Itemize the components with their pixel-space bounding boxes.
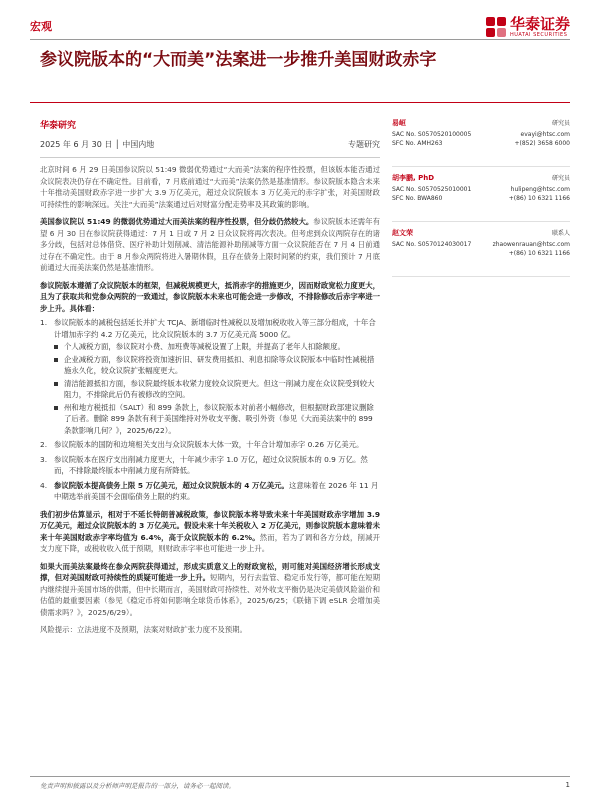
category-tag: 宏观 [30, 20, 52, 33]
analyst-sac: SAC No. S0570520100005 [392, 131, 472, 138]
list-item: 4. 参议院版本提高债务上限 5 万亿美元，超过众议院版本的 4 万亿美元。这意味着在 2026 年 11 月中期选举前美国不会面临债务上限的约束。 [40, 480, 379, 501]
paragraph-3-lead: 我们初步估算显示，相对于不延长特朗普减税政策，参议院版本将导致未来十年美国财政赤字增加 3.9 万亿美元，超过众议院版本的 3 万亿美元。假设未来十年关税收入 2 万亿美元，则参议院版本意味着未来十年美国财政赤字率均值为 6.4%，高于众议院版本的 6.2%。 [40, 509, 380, 542]
analyst-sac: SAC No. S0570124030017 [392, 241, 472, 248]
analyst-email[interactable]: hulipeng@htsc.com [510, 186, 570, 193]
list-item-text: 这意味着在 2026 年 11 月中期选举前美国不会面临债务上限的约束。 [54, 480, 379, 501]
paragraph-1-body: 参议院版本还需年有望 6 月 30 日在参议院获得通过：7 月 1 日或 7 月 2 日众议院将再次表决。但考虑到众议两院存在的诸多分歧，包括对总体借贷、医疗补助计划削减、清洁能源补助削减等方面一众议院能否在 7 月 4 日前通过存在不确定性。由于 8 月参众两院将进入暑期休假，且存在债务上限时间紧的约束，我们预计 7 月底前通过大而美法案仍然是基准情形。 [40, 217, 380, 272]
title-rule [30, 102, 570, 103]
paragraph-3 [40, 509, 380, 555]
analyst-phone: +(86) 10 6321 1166 [508, 250, 570, 257]
bullet-square-icon [54, 358, 58, 362]
list-item: 1. 参议院版本的减税包括延长并扩大 TCJA、新增临时性减税以及增加税收收入等三部分组成，十年合计增加赤字约 4.2 万亿美元，比众议院版本的 3.7 万亿美元高 5000 亿。 [40, 318, 376, 339]
research-label: 华泰研究 [40, 121, 77, 131]
sub-list-item [40, 354, 380, 377]
sub-item-text: 个人减税方面，参议院对小费、加班费等减税设置了上限，并提高了老年人扣除额度。 [64, 342, 345, 351]
analyst-sfc: SFC No. BWA860 [392, 195, 443, 202]
bullet-square-icon [54, 406, 58, 410]
header-rule [30, 39, 570, 40]
company-logo [486, 14, 570, 40]
sub-item-text: 清洁能源抵扣方面，参议院最终版本收紧力度较众议院更大。但这一削减力度在众议院受到较大阻力，不排除此后仍有被修改的空间。 [64, 378, 375, 399]
analyst-email[interactable]: zhaowenrauan@htsc.com [492, 241, 570, 248]
sub-list-item [40, 378, 380, 401]
analyst-email[interactable]: evayi@htsc.com [520, 131, 570, 138]
analyst-name: 胡李鹏, PhD [392, 174, 435, 182]
list-item-text: 参议院版本在医疗支出削减力度更大，十年减少赤字 1.0 万亿，超过众议院版本的 0.9 万亿。然而，不排除最终版本中削减力度有所降低。 [54, 454, 368, 475]
list-item: 2. 参议院版本的国防和边境相关支出与众议院版本大体一致，十年合计增加赤字 0.26 万亿美元。 [40, 440, 364, 449]
report-type: 专题研究 [348, 140, 380, 149]
page-number: 1 [565, 781, 570, 789]
logo-mark-icon [486, 17, 506, 37]
meta-row [40, 139, 380, 153]
disclaimer-text: 免责声明和披露以及分析师声明是报告的一部分，请务必一起阅读。 [40, 782, 235, 790]
analyst-phone: +(852) 3658 6000 [514, 140, 570, 147]
meta-divider [40, 157, 380, 158]
date-line: 2025 年 6 月 30 日 │ 中国内地 [40, 140, 155, 149]
sub-item-text: 州和地方税抵扣（SALT）和 899 条款上，参议院版本对前者小幅修改，但根据财政部建议删除了后者。删除 899 条款有利于美国维持对外收支平衡、吸引外资（参见《大而美法案中的 899 条款影响几何？》，2025/6/22）。 [64, 402, 374, 435]
sub-item-text: 企业减税方面，参议院将投资加速折旧、研发费用抵扣、利息扣除等众议院版本中临时性减税措施永久化，较众议院扩张幅度更大。 [64, 354, 375, 375]
page-footer [30, 776, 570, 795]
list-item-text: 参议院版本的减税包括延长并扩大 TCJA、新增临时性减税以及增加税收收入等三部分组成，十年合计增加赤字约 4.2 万亿美元，比众议院版本的 3.7 万亿美元高 5000 亿。 [54, 318, 376, 339]
sub-list-item [40, 341, 380, 353]
analyst-sfc: SFC No. AMH263 [392, 140, 443, 147]
paragraph-2: 参议院版本遵循了众议院版本的框架，但减税规模更大，抵消赤字的措施更少，因而财政宽松力度更大，且为了获取共和党参众两院的一致通过，参议院版本未来也可能会进一步修改，不排除修改后赤字率进一步上升。具体看： [40, 280, 380, 313]
analyst-role: 联系人 [551, 230, 570, 237]
logo-name-cn: 华泰证券 [509, 15, 570, 33]
paragraph-4-body: 短期内，另行去监管、稳定币发行等，都可能在短期内继续提升美国市场的供需，但中长期而言，美国财政可持续性、对外收支平衡仍是决定美债风险溢价和估值的最重要因素（参见《稳定币将如何影响全球货币体系》，2025/6/25；《联储下调 eSLR 会增加美债需求吗？》，2025/6/29）。 [40, 573, 380, 617]
top-bar [30, 14, 570, 40]
analyst-card [392, 118, 570, 167]
analyst-name: 易峘 [392, 119, 406, 127]
intro-paragraph: 北京时间 6 月 29 日美国参议院以 51:49 微弱优势通过“大而美”法案的程序性投票，但该版本能否通过众议院表决仍存在不确定性。目前看，7 月底前通过“大而美”法案仍然是基准情形。参议院版本隐含未来十年推动美国财政赤字进一步扩大 3.9 万亿美元，超过众议院版本 3 万亿美元的赤字扩张，对美国财政可持续性的影响深远。关注“大而美”法案通过后对财富分配走势率及其政策的影响。 [40, 165, 380, 209]
analyst-sac: SAC No. S0570525010001 [392, 186, 472, 193]
analyst-role: 研究员 [551, 120, 570, 127]
logo-name-en: HUATAI SECURITIES [509, 32, 568, 38]
sub-list-item [40, 402, 380, 437]
analyst-sidebar [392, 118, 570, 283]
paragraph-1-lead: 美国参议院以 51:49 的微弱优势通过大而美法案的程序性投票，但分歧仍然较大。 [40, 217, 314, 226]
paragraph-3-body: 然而，若为了调和各方分歧，削减开支力度下降，或税收收入低于预期，则财政赤字率也可能进一步上升。 [40, 532, 380, 553]
analyst-name: 赵文荣 [392, 229, 413, 237]
analyst-card [392, 228, 570, 277]
list-item: 3. 参议院版本在医疗支出削减力度更大，十年减少赤字 1.0 万亿，超过众议院版本的 0.9 万亿。然而，不排除最终版本中削减力度有所降低。 [40, 454, 368, 475]
bullet-square-icon [54, 345, 58, 349]
bullet-square-icon [54, 382, 58, 386]
list-item-lead: 参议院版本提高债务上限 5 万亿美元，超过众议院版本的 4 万亿美元。 [54, 480, 289, 490]
paragraph-4 [40, 561, 380, 619]
analyst-phone: +(86) 10 6321 1166 [508, 195, 570, 202]
paragraph-4-lead: 如果大而美法案最终在参众两院获得通过，形成实质意义上的财政宽松，则可能对美国经济增长形成支撑，但对美国财政可持续性的质疑可能进一步上升。 [40, 561, 380, 582]
paragraph-1 [40, 216, 380, 274]
main-column [40, 118, 380, 636]
analyst-card [392, 173, 570, 222]
list-item-text: 参议院版本的国防和边境相关支出与众议院版本大体一致，十年合计增加赤字 0.26 万亿美元。 [54, 440, 364, 449]
report-title: 参议院版本的“大而美”法案进一步推升美国财政赤字 [40, 50, 437, 70]
analyst-role: 研究员 [551, 175, 570, 182]
risk-note: 风险提示：立法进度不及预期，法案对财政扩张力度不及预期。 [40, 625, 247, 634]
